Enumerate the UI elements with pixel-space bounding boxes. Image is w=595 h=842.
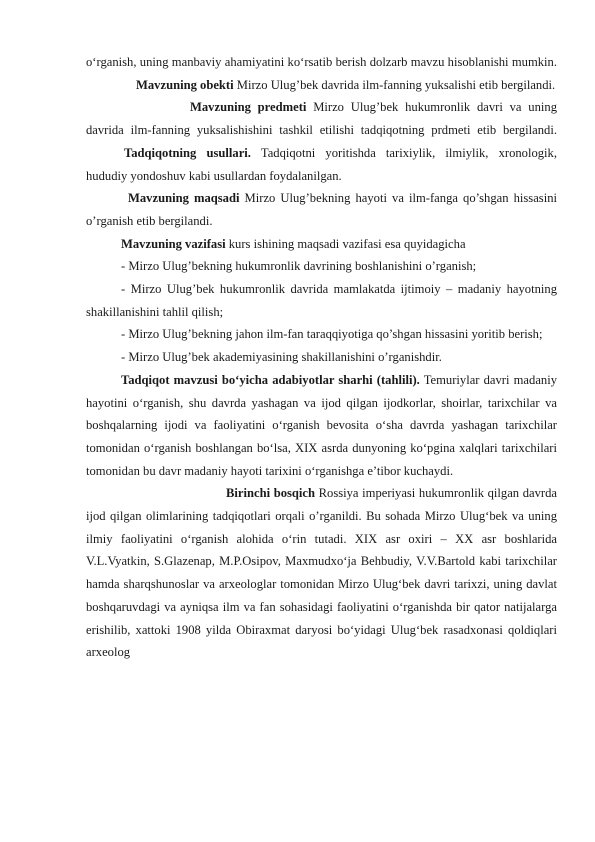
literature-heading: Tadqiqot mavzusi bo‘yicha adabiyotlar sharhi (tahlili). (121, 372, 420, 387)
tasks-heading: Mavzuning vazifasi (121, 236, 226, 251)
methods-heading: Tadqiqotning usullari. (124, 145, 251, 160)
document-body (86, 51, 557, 664)
relevance-text: o‘rganish, uning manbaviy ahamiyatini ko‘rsatib berish dolzarb mavzu hisoblanishi mumkin. (86, 55, 557, 69)
task-item-2: - Mirzo Ulug’bek hukumronlik davrida mamlakatda ijtimoiy – madaniy hayotning shakillanishini tahlil qilish; (86, 282, 557, 319)
paragraph-relevance (86, 51, 557, 96)
paragraph-goal (86, 187, 557, 232)
paragraph-first-stage (86, 482, 557, 664)
paragraph-tasks (86, 233, 557, 256)
object-text: Mirzo Ulug’bek davrida ilm-fanning yuksalishi etib bergilandi. (233, 77, 556, 92)
goal-heading: Mavzuning maqsadi (128, 191, 240, 206)
subject-heading: Mavzuning predmeti (190, 100, 307, 115)
paragraph-literature-review (86, 369, 557, 483)
literature-text: Temuriylar davri madaniy hayotini o‘rganish, shu davrda yashagan va ijod qilgan ijodkorlar, shoirlar, tarixchilar va boshqalarning ijodi va faoliyatini o‘rganish bevosita o‘sha davrda yashagan tarixchilar tomonidan o‘rganish boshlangan bo‘lsa, XIX asrda dunyoning ko‘pgina xalqlari tarixchilari tomonidan bu davr madaniy hayoti tarixini o‘rganishga e’tibor kuchaydi. (86, 372, 557, 478)
first-stage-text: Rossiya imperiyasi hukumronlik qilgan davrda ijod qilgan olimlarining tadqiqotlari orqali o’rganildi. Bu sohada Mirzo Ulug‘bek va uning ilmiy faoliyatini o‘rganish alohida o‘rin tutadi. XIX asr oxiri – XX asr boshlarida V.L.Vyatkin, S.Glazenap, M.P.Osipov, Maxmudxo‘ja Behbudiy, V.V.Bartold kabi tarixchilar hamda sharqshunoslar va arxeologlar tomonidan Mirzo Ulug‘bek davri tarixzi, uning davlat boshqaruvdagi va ayniqsa ilm va fan sohasidagi faoliyatini o‘rganishda bir qator natijalarga erishilib, xattoki 1908 yilda Obiraxmat daryosi bo‘yidagi Ulug‘bek rasadxonasi qoldiqlari arxeolog (86, 486, 557, 660)
task-item-1: - Mirzo Ulug’bekning hukumronlik davrining boshlanishini o’rganish; (121, 259, 477, 274)
goal-text: Mirzo Ulug’bekning hayoti va ilm-fanga qo’shgan hissasini o’rganish etib bergilandi. (86, 191, 557, 228)
object-heading: Mavzuning obekti (136, 77, 234, 92)
tasks-text: kurs ishining maqsadi vazifasi esa quyidagicha (225, 236, 466, 251)
first-stage-heading: Birinchi bosqich (226, 486, 316, 501)
methods-text: Tadqiqotni yoritishda tarixiylik, ilmiylik, xronologik, hududiy yondoshuv kabi usullardan foydalanilgan. (86, 145, 558, 183)
task-item-3: - Mirzo Ulug’bekning jahon ilm-fan taraqqiyotiga qo’shgan hissasini yoritib berish; (121, 327, 543, 342)
task-item-4: - Mirzo Ulug’bek akademiyasining shakillanishini o’rganishdir. (121, 350, 442, 365)
subject-text: Mirzo Ulug’bek hukumronlik davri va uning davrida ilm-fanning yuksalishishini tashkil etilishi tadqiqotning prdmeti etib bergilandi. (86, 100, 557, 138)
paragraph-subject (86, 96, 557, 187)
